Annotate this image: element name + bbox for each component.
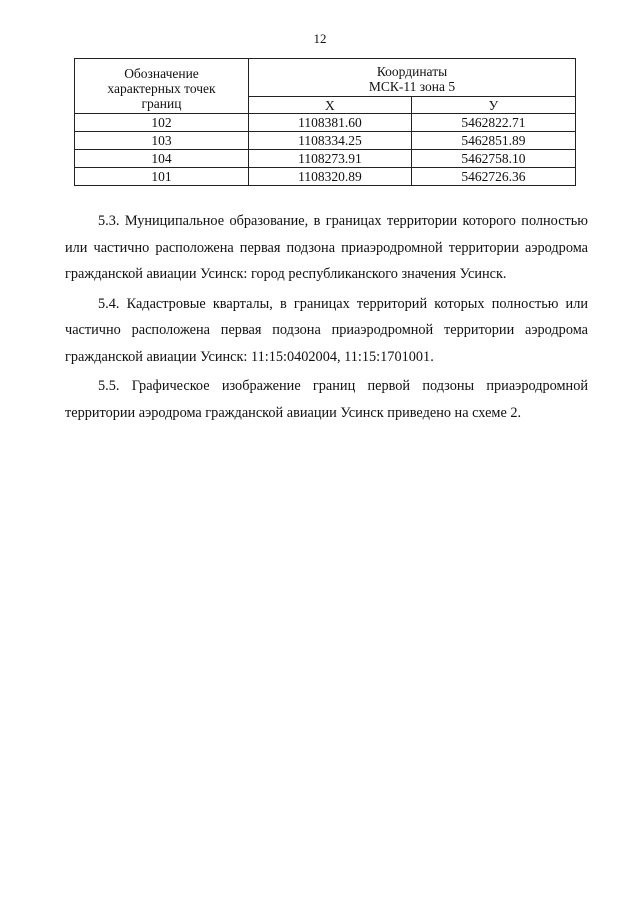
paragraph-5-3: 5.3. Муниципальное образование, в границах территории которого полностью или частично расположена первая подзона приаэродромной территории аэродрома гражданской авиации Усинск: город республиканского значения Усинск. (65, 213, 588, 282)
table-header-row (75, 59, 576, 97)
coordinates-header-line: МСК-11 зона 5 (368, 79, 456, 94)
table-row (75, 150, 576, 168)
point-designation-header (75, 59, 249, 114)
x-cell: 1108320.89 (249, 168, 412, 186)
point-cell: 101 (75, 168, 249, 186)
x-cell: 1108381.60 (249, 114, 412, 132)
table-row (75, 168, 576, 186)
y-cell: 5462851.89 (411, 132, 575, 150)
page-number: 12 (313, 31, 327, 46)
x-column-header: Х (249, 97, 412, 114)
body-text (65, 208, 588, 429)
table-row (75, 114, 576, 132)
y-column-header: У (411, 97, 575, 114)
point-cell: 104 (75, 150, 249, 168)
paragraph-5-4: 5.4. Кадастровые кварталы, в границах территорий которых полностью или частично расположена первая подзона приаэродромной территории аэродрома гражданской авиации Усинск: 11:15:0402004, 11:15:1701001. (65, 295, 588, 365)
y-cell: 5462822.71 (411, 114, 575, 132)
table-row (75, 132, 576, 150)
y-cell: 5462726.36 (411, 168, 575, 186)
point-header-line: границ (141, 95, 182, 111)
x-cell: 1108273.91 (249, 150, 412, 168)
point-header-line: характерных точек (107, 80, 216, 96)
x-cell: 1108334.25 (249, 132, 412, 150)
point-cell: 102 (75, 114, 249, 132)
coordinates-header (249, 59, 576, 97)
coordinates-header-line: Координаты (376, 64, 448, 79)
y-cell: 5462758.10 (411, 150, 575, 168)
point-cell: 103 (75, 132, 249, 150)
coordinates-table (74, 58, 576, 186)
paragraph-5-5: 5.5. Графическое изображение границ первой подзоны приаэродромной территории аэродрома гражданской авиации Усинск приведено на схеме 2. (65, 378, 588, 421)
point-header-line: Обозначение (124, 65, 199, 81)
